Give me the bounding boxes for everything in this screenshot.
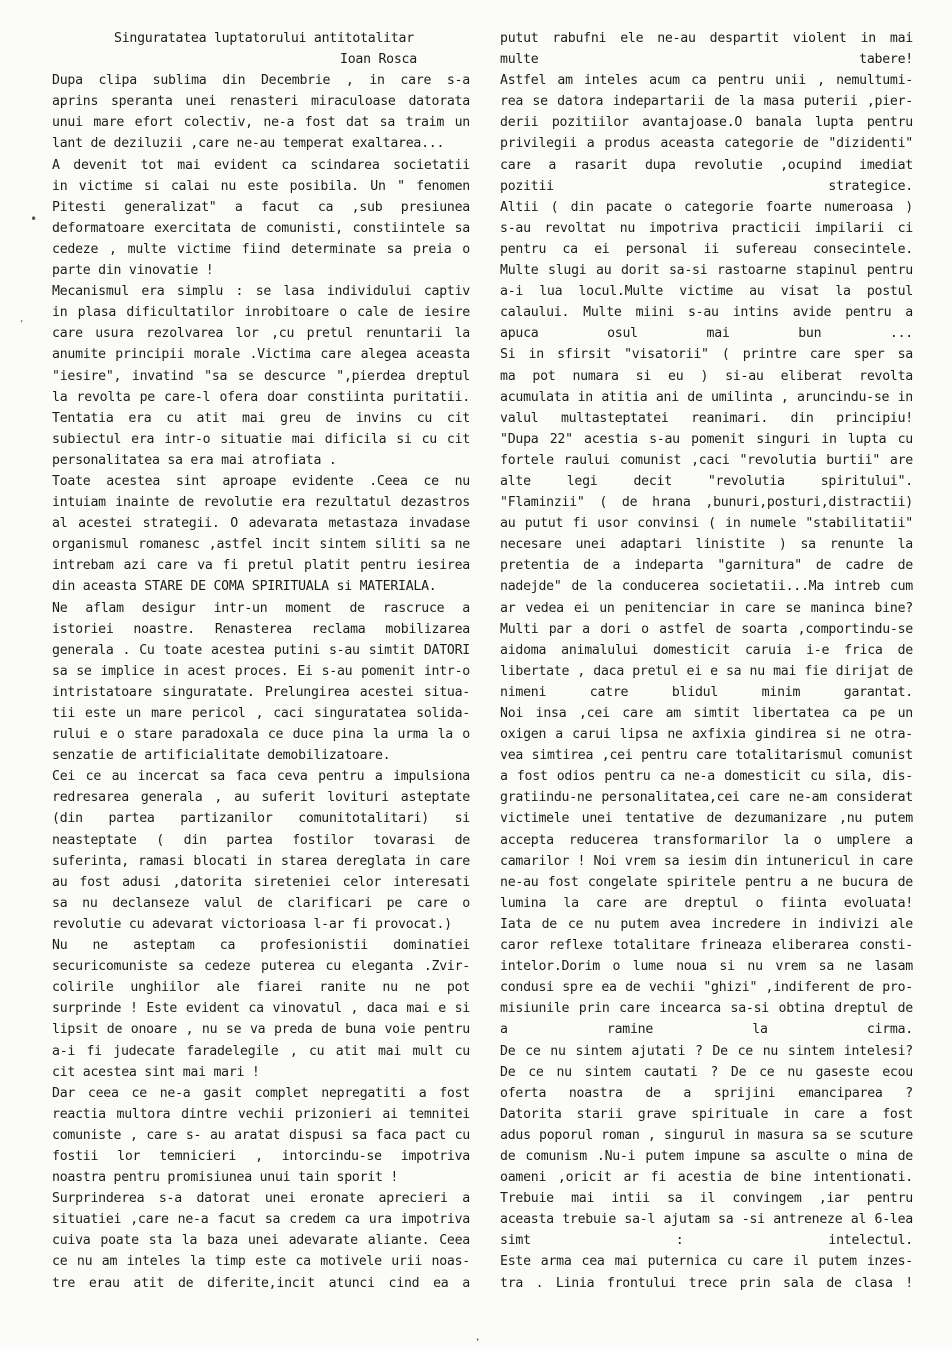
left-column-line: tii este un mare pericol , caci singuratatea solida- — [52, 706, 470, 721]
right-column-line: ar vedea ei un penitenciar in care se maninca bine? — [500, 600, 913, 616]
left-column-line: ce nu am inteles la timp este ca motivele urii noas- — [52, 1254, 470, 1270]
left-column-line: intuiam inainte de revolutie era rezultatul dezastros — [52, 495, 470, 511]
right-column-line: Iata de ce nu putem avea incredere in indivizi ale — [500, 916, 913, 932]
right-column-line: Multi par a dori o astfel de soarta ,comportindu-se — [500, 621, 913, 637]
left-column-line: tre erau atit de diferite,incit atunci cind ea a — [52, 1275, 470, 1291]
left-column-line: lipsit de onoare , nu se va preda de buna voie pentru — [52, 1022, 470, 1038]
right-column-line: simt : intelectul. — [500, 1233, 913, 1249]
right-column-line: gratiindu-ne personalitatea,cei care ne-am considerat — [500, 790, 913, 806]
right-column-line: "Dupa 22" acestia s-au pomenit singuri in lupta cu — [500, 431, 913, 447]
right-column-line: nimeni catre blidul minim garantat. — [500, 684, 913, 700]
left-column-line: suferinta, ramasi blocati in starea dereglata in care — [52, 853, 470, 869]
left-column-line: parte din vinovatie ! — [52, 263, 214, 279]
right-column-line: privilegii a produs aceasta categorie de "dizidenti" — [500, 136, 913, 152]
right-column-line: oameni ,oricit ar fi acestia de bine intentionati. — [500, 1170, 913, 1186]
left-column-line: Toate acestea sint aproape evidente .Ceea ce nu — [52, 473, 470, 489]
right-column-line: vea simtirea ,cei pentru care totalitarismul comunist — [500, 748, 913, 764]
left-column-line: din aceasta STARE DE COMA SPIRITUALA si MATERIALA. — [52, 579, 437, 595]
left-column-line: in plasa dificultatilor inrobitoare o cale de iesire — [52, 305, 470, 321]
left-column-line: Mecanismul era simplu : se lasa individului captiv — [52, 284, 470, 300]
right-column-line: a ramine la cirma. — [500, 1022, 913, 1038]
right-column-line: De ce nu sintem ajutati ? De ce nu sintem intelesi? — [500, 1043, 913, 1059]
right-column-line: care a rasarit dupa revolutie ,ocupind imediat — [500, 157, 913, 173]
left-column-line: situatiei ,care ne-a facut sa credem ca ura impotriva — [52, 1212, 470, 1228]
right-column-line: Este arma cea mai puternica cu care il putem inzes- — [500, 1254, 913, 1270]
margin-mark: · — [474, 1333, 482, 1347]
left-column-line: care usura rezolvarea lor ,cu pretul renuntarii la — [52, 326, 470, 342]
right-column-line: tra . Linia frontului trece prin sala de clasa ! — [500, 1275, 913, 1291]
right-column-line: Noi insa ,cei care am simtit libertatea ca pe un — [500, 706, 913, 721]
right-column-line: aceasta trebuie sa-l ajutam sa -si antreneze al 6-lea — [500, 1212, 913, 1228]
right-column-line: au putut fi usor convinsi ( in numele "stabilitatii" — [500, 516, 913, 532]
left-column-line: fostii lor temnicieri , intorcindu-se impotriva — [52, 1148, 470, 1164]
left-column-line: Ne aflam desigur intr-un moment de rascruce a — [52, 600, 470, 616]
right-column-line: Trebuie mai intii sa il convingem ,iar pentru — [500, 1191, 913, 1207]
left-column-line: anumite principii morale .Victima care alegea aceasta — [52, 347, 470, 363]
left-column-line: Nu ne asteptam ca profesionistii dominatiei — [52, 938, 470, 954]
left-column-line: sa nu declanseze valul de clarificari pe care o — [52, 895, 470, 911]
right-column-line: camarilor ! Noi vrem sa iesim din intunericul in care — [500, 853, 913, 869]
right-column-line: ne-au fost congelate spiritele pentru a ne bucura de — [500, 874, 913, 890]
right-column-line: Altii ( din pacate o categorie foarte numeroasa ) — [500, 199, 913, 215]
right-column-line: pozitii strategice. — [500, 178, 913, 194]
right-column-line: Si in sfirsit "visatorii" ( printre care sper sa — [500, 347, 913, 363]
left-column-line: Tentatia era cu atit mai greu de invins cu cit — [52, 410, 470, 426]
right-column-line: a-i lua locul.Multe victime au visat la postul — [500, 284, 913, 300]
left-column-line: securicomuniste sa cedeze puterea cu eleganta .Zvir- — [52, 959, 470, 975]
left-column-line: unui mare efort colectiv, ne-a fost dat sa traim un — [52, 115, 470, 131]
left-column — [52, 28, 470, 1294]
left-column-line: redresarea generala , au suferit lovituri asteptate — [52, 790, 470, 806]
right-column-line: derii pozitiilor avantajoase.O banala lupta pentru — [500, 115, 913, 131]
left-column-line: reactia multora dintre vechii prizonieri ai temnitei — [52, 1106, 470, 1122]
left-column-line: Dupa clipa sublima din Decembrie , in care s-a — [52, 73, 470, 89]
right-column-line: victimele unei tentative de dezumanizare ,nu putem — [500, 811, 913, 827]
right-column-line: multe tabere! — [500, 52, 913, 68]
left-column-line: personalitatea sa era mai atrofiata . — [52, 452, 337, 468]
left-column-line: au fost adusi ,datorita sireteniei celor interesati — [52, 874, 470, 890]
right-column-line: valul multasteptatei reanimari. din principiu! — [500, 410, 913, 426]
right-column-line: Astfel am inteles acum ca pentru unii , nemultumi- — [500, 73, 913, 89]
left-column-line: cedeze , multe victime fiind determinate sa preia o — [52, 241, 470, 257]
left-column-line: noastra pentru promisiunea unui tain sporit ! — [52, 1170, 399, 1186]
right-column-line: adus poporul roman , singurul in masura sa se scuture — [500, 1127, 913, 1143]
right-column-line: lumina la care are dreptul o fiinta evoluata! — [500, 895, 913, 911]
right-column-line: Datorita starii grave spirituale in care a fost — [500, 1106, 913, 1122]
right-column-line: condusi spre ea de vechii "ghizi" ,indiferent de pro- — [500, 980, 913, 996]
right-column-line: rea se datora indepartarii de la masa puterii ,pier- — [500, 94, 913, 110]
left-column-line: subiectul era intr-o situatie mai dificila si cu cit — [52, 431, 470, 447]
right-column-line: s-au revoltat nu impotriva practicii impilarii ci — [500, 220, 913, 236]
left-column-line: neasteptate ( din partea fostilor tovarasi de — [52, 832, 470, 848]
article-author: Ioan Rosca — [340, 52, 417, 68]
left-column-line: comuniste , care s- au aratat dispusi sa faca pact cu — [52, 1127, 470, 1143]
right-column-line: oxigen a carui lipsa ne axfixia gindirea si ne otra- — [500, 727, 913, 743]
left-column-line: al acestei strategii. O adevarata metastaza invadase — [52, 516, 470, 532]
left-column-line: aprins speranta unei renasteri miraculoase datorata — [52, 94, 470, 110]
left-column-line: rului e o stare paradoxala ce duce pina la urma la o — [52, 727, 470, 743]
left-column-line: generala . Cu toate acestea putini s-au simtit DATORI — [52, 642, 470, 658]
article-title: Singuratatea luptatorului antitotalitar — [114, 31, 414, 46]
left-column-line: organismul romanesc ,astfel incit sintem siliti sa ne — [52, 537, 470, 553]
right-column-line: intelor.Dorim o lume noua si nu vrem sa ne lasam — [500, 959, 913, 975]
margin-mark: ˑ — [18, 316, 26, 330]
right-column-line: de comunism .Nu-i putem impune sa asculte o mina de — [500, 1148, 913, 1164]
right-column-line: necesare unei adaptari linistite ) sa renunte la — [500, 537, 913, 553]
left-column-line: Pitesti generalizat" a facut ca ,sub presiunea — [52, 199, 470, 215]
left-column-line: sa se implice in acest proces. Ei s-au pomenit intr-o — [52, 663, 470, 679]
margin-mark: • — [30, 212, 38, 226]
left-column-line: surprinde ! Este evident ca vinovatul , daca mai e si — [52, 1001, 470, 1017]
left-column-line: la revolta pe care-l ofera doar constiinta puritatii. — [52, 389, 470, 405]
left-column-line: "iesire", invatind "sa se descurce ",pierdea dreptul — [52, 368, 470, 384]
right-column-line: De ce nu sintem cautati ? De ce nu gaseste ecou — [500, 1064, 913, 1080]
right-column-line: alte legi decit "revolutia spiritului". — [500, 473, 913, 489]
right-column-line: pentru ca ei personal ii sufereau consecintele. — [500, 241, 913, 257]
left-column-line: intrebam azi care va fi pretul platit pentru iesirea — [52, 558, 470, 574]
left-column-line: a-i fi judecate faradelegile , cu atit mai mult cu — [52, 1043, 470, 1059]
left-column-line: istoriei noastre. Renasterea reclama mobilizarea — [52, 621, 470, 637]
right-column-line: Multe slugi au dorit sa-si rastoarne stapinul pentru — [500, 263, 913, 279]
left-column-line: senzatie de artificialitate demobilizatoare. — [52, 748, 391, 764]
left-column-line: colirile unghiilor ale fiarei ranite nu ne pot — [52, 980, 470, 996]
left-column-line: intristatoare singuratate. Prelungirea acestei situa- — [52, 684, 470, 700]
right-column-line: oferta noastra de a sprijini emanciparea ? — [500, 1085, 913, 1101]
right-column-line: fortele raului comunist ,caci "revolutia burtii" are — [500, 452, 913, 468]
left-column-line: A devenit tot mai evident ca scindarea societatii — [52, 157, 470, 173]
left-column-line: in victime si calai nu este posibila. Un " fenomen — [52, 178, 470, 194]
left-column-line: deformatoare exercitata de comunisti, constiintele sa — [52, 220, 470, 236]
left-column-line: revolutie cu adevarat victorioasa l-ar fi provocat.) — [52, 916, 452, 932]
right-column-line: pretentia de a indeparta "garnitura" de cadre de — [500, 558, 913, 574]
left-column-line: lant de deziluzii ,care ne-au temperat exaltarea... — [52, 136, 445, 152]
left-column-line: cuiva poate sta la baza unei adevarate aliante. Ceea — [52, 1233, 470, 1249]
right-column-line: ma pot numara si eu ) si-au eliberat revolta — [500, 368, 913, 384]
right-column-line: accepta reducerea transformarilor la o umplere a — [500, 832, 913, 848]
right-column-line: misiunile prin care incearca sa-si obtina dreptul de — [500, 1001, 913, 1017]
right-column-line: aidoma animalului domesticit caruia i-e frica de — [500, 642, 913, 658]
right-column-line: acumulata in atitia ani de umilinta , aruncindu-se in — [500, 389, 913, 405]
right-column-line: calaului. Multe miini s-au intins avide pentru a — [500, 305, 913, 321]
left-column-line: Cei ce au incercat sa faca ceva pentru a impulsiona — [52, 769, 470, 785]
left-column-line: (din partea partizanilor comunitotalitari) si — [52, 811, 470, 827]
right-column-line: "Flaminzii" ( de hrana ,bunuri,posturi,distractii) — [500, 495, 913, 511]
right-column-line: a fost odios pentru ca ne-a domesticit cu sila, dis- — [500, 769, 913, 785]
left-column-line: Dar ceea ce ne-a gasit complet nepregatiti a fost — [52, 1085, 470, 1101]
right-column-line: caror reflexe totalitare frineaza eliberarea consti- — [500, 938, 913, 954]
right-column — [500, 28, 913, 1294]
left-column-line: cit acestea sint mai mari ! — [52, 1064, 260, 1080]
right-column-line: libertate , daca pretul ei e sa nu mai fie dirijat de — [500, 663, 913, 679]
left-column-line: Surprinderea s-a datorat unei eronate aprecieri a — [52, 1191, 470, 1207]
right-column-line: putut rabufni ele ne-au despartit violent in mai — [500, 31, 913, 46]
right-column-line: nadejde" de la conducerea societatii...Ma intreb cum — [500, 579, 913, 595]
right-column-line: apuca osul mai bun ... — [500, 326, 913, 342]
